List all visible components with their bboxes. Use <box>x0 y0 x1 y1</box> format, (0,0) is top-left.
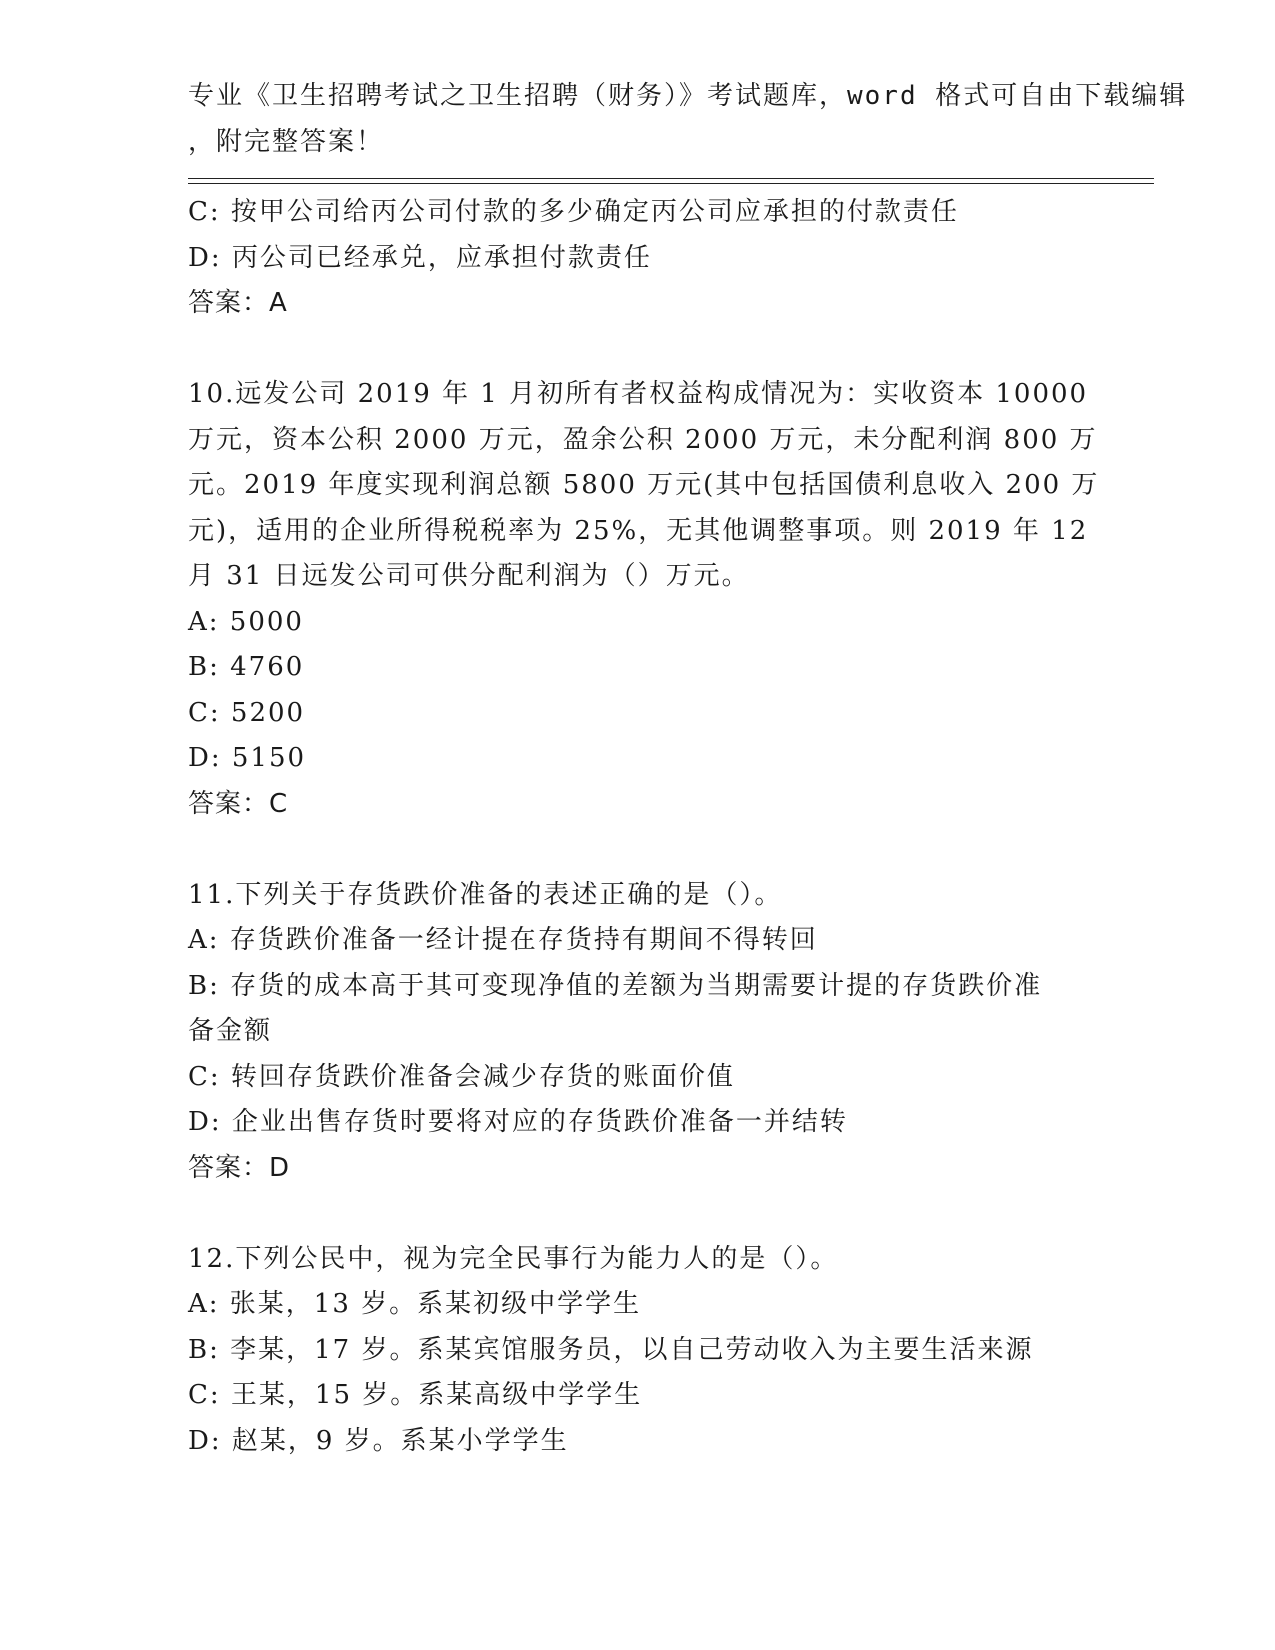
question-12 <box>188 1237 1088 1465</box>
spacer <box>188 827 1088 873</box>
answer-line: 答案：D <box>188 1152 291 1183</box>
option-a: A: 5000 <box>188 606 304 637</box>
question-content <box>188 190 1100 1464</box>
spacer <box>188 327 1088 373</box>
question-stem-line: 元。2019 年度实现利润总额 5800 万元(其中包括国债利息收入 200 万 <box>188 470 1100 500</box>
option-b: B: 4760 <box>188 652 305 682</box>
option-b: B: 存货的成本高于其可变现净值的差额为当期需要计提的存货跌价准 <box>188 970 1043 1001</box>
question-9-tail <box>188 190 1088 327</box>
option-c: C: 转回存货跌价准备会减少存货的账面价值 <box>188 1061 735 1092</box>
option-c: C: 王某，15 岁。系某高级中学学生 <box>188 1380 643 1410</box>
question-stem-line: 月 31 日远发公司可供分配利润为（）万元。 <box>188 561 750 591</box>
option-c: C: 按甲公司给丙公司付款的多少确定丙公司应承担的付款责任 <box>188 197 959 227</box>
option-b-continued: 备金额 <box>188 1016 273 1046</box>
answer-line: 答案：C <box>188 788 289 819</box>
question-stem-line: 10.远发公司 2019 年 1 月初所有者权益构成情况为：实收资本 10000 <box>188 379 1089 409</box>
header-line-2: ，附完整答案！ <box>188 126 385 157</box>
option-d: D: 丙公司已经承兑，应承担付款责任 <box>188 242 652 273</box>
answer-line: 答案：A <box>188 288 288 318</box>
question-11 <box>188 873 1088 1192</box>
header-rule-bottom <box>188 183 1154 184</box>
header-line-1: 专业《卫生招聘考试之卫生招聘（财务）》考试题库，word 格式可自由下载编辑 <box>188 81 1188 111</box>
question-stem: 11.下列关于存货跌价准备的表述正确的是（）。 <box>188 879 783 910</box>
option-d: D: 企业出售存货时要将对应的存货跌价准备一并结转 <box>188 1107 848 1137</box>
question-stem-line: 元)，适用的企业所得税税率为 25%，无其他调整事项。则 2019 年 12 <box>188 515 1089 546</box>
option-c: C: 5200 <box>188 697 306 728</box>
question-stem-line: 万元，资本公积 2000 万元，盈余公积 2000 万元，未分配利润 800 万 <box>188 424 1098 455</box>
header-rule-top <box>188 178 1154 179</box>
option-a: A: 张某，13 岁。系某初级中学学生 <box>188 1289 642 1319</box>
option-b: B: 李某，17 岁。系某宾馆服务员，以自己劳动收入为主要生活来源 <box>188 1334 1034 1365</box>
question-10 <box>188 372 1100 827</box>
option-d: D: 赵某，9 岁。系某小学学生 <box>188 1425 569 1456</box>
spacer <box>188 1191 1088 1237</box>
document-header <box>188 74 1188 165</box>
question-stem: 12.下列公民中，视为完全民事行为能力人的是（）。 <box>188 1243 839 1274</box>
option-a: A: 存货跌价准备一经计提在存货持有期间不得转回 <box>188 925 818 955</box>
option-d: D: 5150 <box>188 743 307 773</box>
